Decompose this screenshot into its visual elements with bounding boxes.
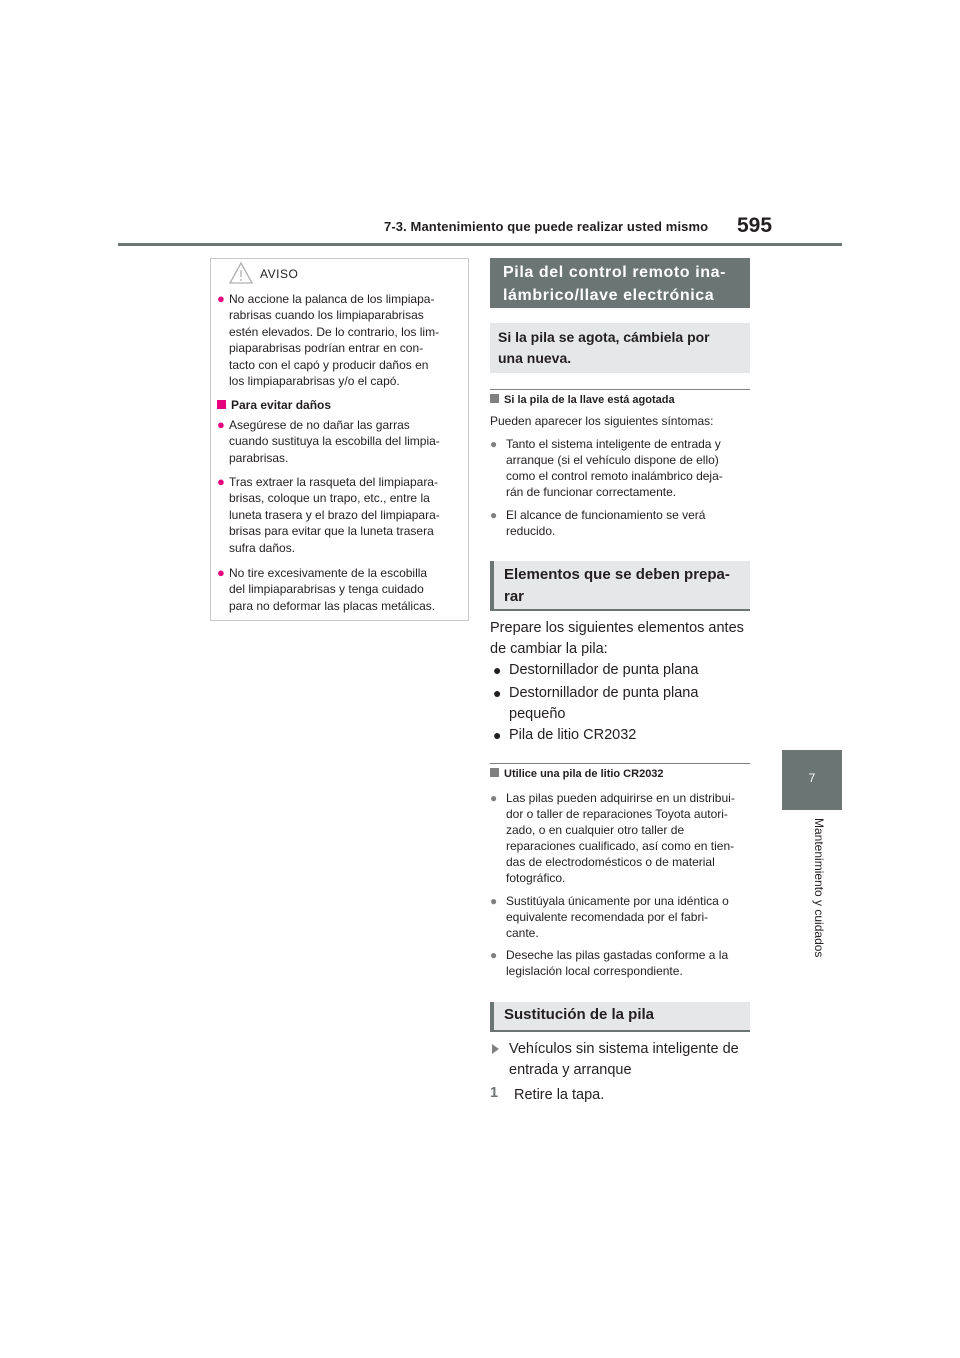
warning-item: ● No accione la palanca de los limpiapa- rabrisas cuando los limpiaparabrisas estén elevados. De lo contrario, los lim- piaparabrisas podrían entrar en con- tacto con el capó y producir daños en los limpiaparabrisas y/o el capó.: [217, 291, 440, 389]
list-item: ● Destornillador de punta plana pequeño: [493, 685, 699, 722]
triangle-marker-icon: [492, 1044, 499, 1054]
square-marker-icon: [490, 768, 499, 777]
list-item: ● El alcance de funcionamiento se verá reducido.: [490, 508, 706, 538]
subsection-heading: Utilice una pila de litio CR2032: [490, 768, 664, 780]
header-rule: [118, 243, 842, 246]
bullet-dot-icon: ●: [493, 685, 502, 701]
warning-item: ● Tras extraer la rasqueta del limpiapara- brisas, coloque un trapo, etc., entre la luneta trasera y el brazo del limpiapara- brisas para evitar que la luneta trasera sufra daños.: [217, 474, 440, 555]
subsection-heading: Si la pila de la llave está agotada: [490, 394, 675, 406]
bullet-dot-icon: ●: [217, 417, 225, 432]
section-header-title: 7-3. Mantenimiento que puede realizar usted mismo: [384, 219, 709, 234]
chapter-label: Mantenimiento y cuidados: [812, 818, 826, 958]
chapter-tab: 7: [782, 750, 842, 810]
warning-subheading: Para evitar daños: [215, 398, 331, 412]
subsection-rule: [490, 763, 750, 764]
section-title-replace: Sustitución de la pila: [490, 1002, 750, 1032]
subsection-rule: [490, 389, 750, 390]
list-item: ● Deseche las pilas gastadas conforme a la legislación local correspondiente.: [490, 948, 729, 978]
bullet-dot-icon: ●: [490, 508, 498, 522]
list-item: ● Destornillador de punta plana: [490, 660, 752, 681]
list-item: ● Tanto el sistema inteligente de entrada y arranque (si el vehículo dispone de ello) como el control remoto inalámbrico deja- rán de funcionar correctamente.: [490, 437, 723, 499]
page-number: 595: [737, 214, 773, 237]
bullet-dot-icon: ●: [493, 727, 502, 743]
section-summary: Si la pila se agota, cámbiela por una nueva.: [490, 323, 750, 373]
warning-item: ● Asegúrese de no dañar las garras cuando sustituya la escobilla del limpia- parabrisas.: [217, 417, 440, 465]
bullet-dot-icon: ●: [217, 474, 225, 489]
bullet-dot-icon: ●: [217, 291, 225, 306]
list-item: ● Pila de litio CR2032: [490, 725, 752, 746]
section-title-battery: Pila del control remoto ina- lámbrico/llave electrónica: [490, 258, 750, 308]
warning-item: ● No tire excesivamente de la escobilla del limpiaparabrisas y tenga cuidado para no deformar las placas metálicas.: [217, 565, 436, 613]
list-item: ● Sustitúyala únicamente por una idéntica o equivalente recomendada por el fabri- cante.: [490, 894, 729, 940]
step-text: Retire la tapa.: [514, 1087, 605, 1103]
list-item: ● Las pilas pueden adquirirse en un distribui- dor o taller de reparaciones Toyota autori- zado, o en cualquier otro taller de reparaciones cualificado, así como en tien- das de electrodomésticos o de material fotográfico.: [490, 791, 735, 885]
warning-box: [210, 258, 469, 621]
square-marker-icon: [217, 400, 226, 409]
square-marker-icon: [490, 394, 499, 403]
warning-triangle-icon: [228, 261, 254, 285]
step-number: 1: [490, 1085, 499, 1101]
bullet-dot-icon: ●: [217, 565, 225, 580]
variant-text: Vehículos sin sistema inteligente de entrada y arranque: [509, 1041, 739, 1078]
bullet-dot-icon: ●: [490, 894, 498, 908]
paragraph: Prepare los siguientes elementos antes de cambiar la pila:: [490, 620, 744, 657]
bullet-dot-icon: ●: [490, 791, 498, 805]
section-title-items: Elementos que se deben prepa- rar: [490, 561, 750, 611]
paragraph: Pueden aparecer los siguientes síntomas:: [490, 414, 714, 428]
bullet-dot-icon: ●: [493, 662, 502, 678]
bullet-dot-icon: ●: [490, 437, 498, 451]
warning-label: AVISO: [260, 267, 299, 281]
bullet-dot-icon: ●: [490, 948, 498, 962]
variant-row: [0, 1039, 960, 1089]
warning-header: [211, 259, 468, 287]
